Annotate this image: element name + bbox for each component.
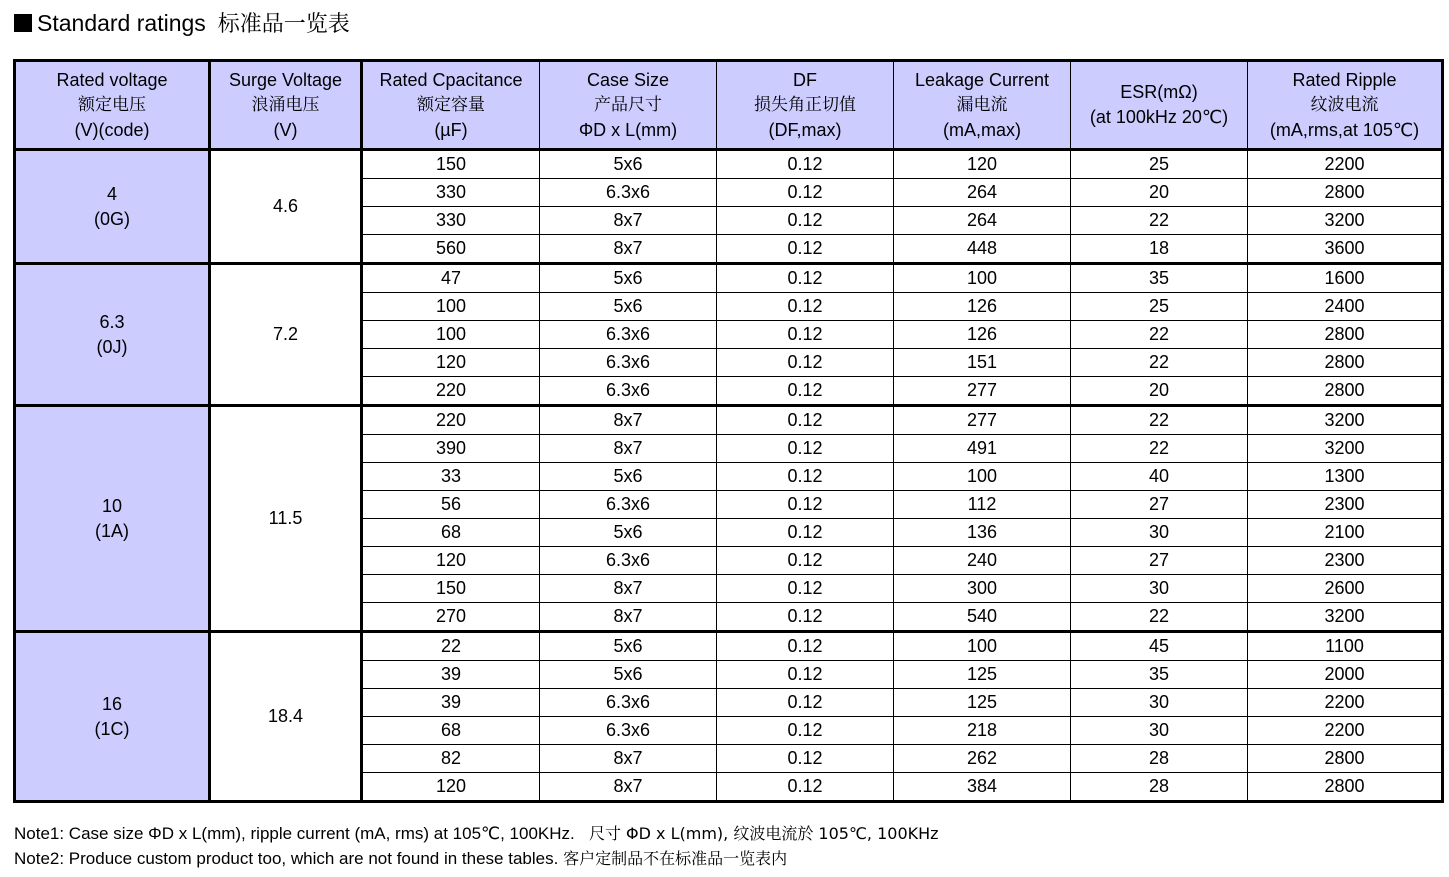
esr-cell: 22 — [1071, 406, 1248, 435]
ripple-cell: 1300 — [1248, 463, 1443, 491]
case-size-cell: 5x6 — [540, 519, 717, 547]
capacitance-cell: 56 — [362, 491, 540, 519]
leakage-cell: 151 — [894, 349, 1071, 377]
capacitance-cell: 68 — [362, 717, 540, 745]
df-cell: 0.12 — [717, 435, 894, 463]
case-size-cell: 8x7 — [540, 435, 717, 463]
ripple-cell: 2800 — [1248, 179, 1443, 207]
capacitance-cell: 220 — [362, 406, 540, 435]
rated-voltage-cell: 16 (1C) — [15, 632, 210, 802]
esr-cell: 35 — [1071, 264, 1248, 293]
ripple-cell: 2100 — [1248, 519, 1443, 547]
leakage-cell: 262 — [894, 745, 1071, 773]
capacitance-cell: 82 — [362, 745, 540, 773]
esr-cell: 18 — [1071, 235, 1248, 264]
surge-voltage-cell: 11.5 — [210, 406, 362, 632]
capacitance-cell: 68 — [362, 519, 540, 547]
ripple-cell: 2200 — [1248, 150, 1443, 179]
header-leakage-current: Leakage Current 漏电流 (mA,max) — [894, 61, 1071, 150]
rated-voltage-cell: 6.3 (0J) — [15, 264, 210, 406]
esr-cell: 25 — [1071, 150, 1248, 179]
leakage-cell: 100 — [894, 463, 1071, 491]
capacitance-cell: 330 — [362, 179, 540, 207]
esr-cell: 30 — [1071, 717, 1248, 745]
rated-voltage-cell: 10 (1A) — [15, 406, 210, 632]
esr-cell: 30 — [1071, 519, 1248, 547]
case-size-cell: 8x7 — [540, 207, 717, 235]
leakage-cell: 100 — [894, 264, 1071, 293]
case-size-cell: 8x7 — [540, 603, 717, 632]
capacitance-cell: 220 — [362, 377, 540, 406]
esr-cell: 45 — [1071, 632, 1248, 661]
capacitance-cell: 33 — [362, 463, 540, 491]
df-cell: 0.12 — [717, 235, 894, 264]
table-header-row — [15, 61, 1443, 150]
capacitance-cell: 100 — [362, 293, 540, 321]
df-cell: 0.12 — [717, 349, 894, 377]
leakage-cell: 218 — [894, 717, 1071, 745]
case-size-cell: 5x6 — [540, 264, 717, 293]
standard-ratings-table — [13, 59, 1444, 803]
leakage-cell: 264 — [894, 207, 1071, 235]
ripple-cell: 3600 — [1248, 235, 1443, 264]
ripple-cell: 1600 — [1248, 264, 1443, 293]
df-cell: 0.12 — [717, 321, 894, 349]
ripple-cell: 2800 — [1248, 349, 1443, 377]
esr-cell: 22 — [1071, 321, 1248, 349]
ripple-cell: 3200 — [1248, 207, 1443, 235]
header-rated-ripple: Rated Ripple 纹波电流 (mA,rms,at 105℃) — [1248, 61, 1443, 150]
df-cell: 0.12 — [717, 406, 894, 435]
df-cell: 0.12 — [717, 519, 894, 547]
esr-cell: 22 — [1071, 435, 1248, 463]
ripple-cell: 2800 — [1248, 745, 1443, 773]
table-row — [15, 150, 1443, 179]
esr-cell: 30 — [1071, 575, 1248, 603]
case-size-cell: 6.3x6 — [540, 547, 717, 575]
capacitance-cell: 120 — [362, 349, 540, 377]
header-rated-voltage: Rated voltage 额定电压 (V)(code) — [15, 61, 210, 150]
leakage-cell: 136 — [894, 519, 1071, 547]
note-2: Note2: Produce custom product too, which are not found in these tables. 客户定制品不在标准品一览表内 — [14, 849, 788, 868]
notes — [14, 821, 939, 871]
esr-cell: 20 — [1071, 377, 1248, 406]
surge-voltage-cell: 18.4 — [210, 632, 362, 802]
case-size-cell: 5x6 — [540, 632, 717, 661]
ripple-cell: 2600 — [1248, 575, 1443, 603]
header-esr: ESR(mΩ) (at 100kHz 20℃) — [1071, 61, 1248, 150]
ripple-cell: 3200 — [1248, 603, 1443, 632]
df-cell: 0.12 — [717, 773, 894, 802]
esr-cell: 22 — [1071, 349, 1248, 377]
capacitance-cell: 120 — [362, 773, 540, 802]
esr-cell: 25 — [1071, 293, 1248, 321]
capacitance-cell: 47 — [362, 264, 540, 293]
case-size-cell: 6.3x6 — [540, 717, 717, 745]
leakage-cell: 126 — [894, 321, 1071, 349]
case-size-cell: 8x7 — [540, 406, 717, 435]
esr-cell: 22 — [1071, 207, 1248, 235]
surge-voltage-cell: 4.6 — [210, 150, 362, 264]
page-title — [14, 6, 350, 40]
capacitance-cell: 100 — [362, 321, 540, 349]
case-size-cell: 6.3x6 — [540, 179, 717, 207]
df-cell: 0.12 — [717, 689, 894, 717]
leakage-cell: 540 — [894, 603, 1071, 632]
ripple-cell: 2300 — [1248, 491, 1443, 519]
esr-cell: 28 — [1071, 773, 1248, 802]
esr-cell: 22 — [1071, 603, 1248, 632]
df-cell: 0.12 — [717, 632, 894, 661]
capacitance-cell: 390 — [362, 435, 540, 463]
esr-cell: 40 — [1071, 463, 1248, 491]
header-case-size: Case Size 产品尺寸 ΦD x L(mm) — [540, 61, 717, 150]
leakage-cell: 448 — [894, 235, 1071, 264]
capacitance-cell: 270 — [362, 603, 540, 632]
leakage-cell: 300 — [894, 575, 1071, 603]
leakage-cell: 277 — [894, 406, 1071, 435]
esr-cell: 20 — [1071, 179, 1248, 207]
table-row — [15, 406, 1443, 435]
leakage-cell: 277 — [894, 377, 1071, 406]
df-cell: 0.12 — [717, 463, 894, 491]
leakage-cell: 384 — [894, 773, 1071, 802]
ripple-cell: 2800 — [1248, 321, 1443, 349]
df-cell: 0.12 — [717, 264, 894, 293]
case-size-cell: 6.3x6 — [540, 321, 717, 349]
df-cell: 0.12 — [717, 491, 894, 519]
case-size-cell: 5x6 — [540, 661, 717, 689]
df-cell: 0.12 — [717, 717, 894, 745]
df-cell: 0.12 — [717, 179, 894, 207]
header-rated-capacitance: Rated Cpacitance 额定容量 (µF) — [362, 61, 540, 150]
case-size-cell: 5x6 — [540, 463, 717, 491]
df-cell: 0.12 — [717, 150, 894, 179]
ripple-cell: 1100 — [1248, 632, 1443, 661]
ripple-cell: 2000 — [1248, 661, 1443, 689]
case-size-cell: 6.3x6 — [540, 689, 717, 717]
esr-cell: 27 — [1071, 491, 1248, 519]
leakage-cell: 125 — [894, 661, 1071, 689]
df-cell: 0.12 — [717, 377, 894, 406]
df-cell: 0.12 — [717, 547, 894, 575]
case-size-cell: 6.3x6 — [540, 349, 717, 377]
df-cell: 0.12 — [717, 575, 894, 603]
capacitance-cell: 39 — [362, 689, 540, 717]
case-size-cell: 8x7 — [540, 235, 717, 264]
capacitance-cell: 150 — [362, 150, 540, 179]
df-cell: 0.12 — [717, 745, 894, 773]
leakage-cell: 100 — [894, 632, 1071, 661]
title-english: Standard ratings — [37, 10, 206, 36]
case-size-cell: 5x6 — [540, 293, 717, 321]
capacitance-cell: 560 — [362, 235, 540, 264]
header-surge-voltage: Surge Voltage 浪涌电压 (V) — [210, 61, 362, 150]
df-cell: 0.12 — [717, 603, 894, 632]
leakage-cell: 240 — [894, 547, 1071, 575]
ripple-cell: 3200 — [1248, 435, 1443, 463]
surge-voltage-cell: 7.2 — [210, 264, 362, 406]
ripple-cell: 3200 — [1248, 406, 1443, 435]
leakage-cell: 120 — [894, 150, 1071, 179]
ripple-cell: 2300 — [1248, 547, 1443, 575]
leakage-cell: 491 — [894, 435, 1071, 463]
capacitance-cell: 39 — [362, 661, 540, 689]
header-df: DF 损失角正切值 (DF,max) — [717, 61, 894, 150]
capacitance-cell: 150 — [362, 575, 540, 603]
leakage-cell: 126 — [894, 293, 1071, 321]
ripple-cell: 2200 — [1248, 717, 1443, 745]
leakage-cell: 264 — [894, 179, 1071, 207]
table-row — [15, 264, 1443, 293]
black-square-icon — [14, 14, 32, 32]
capacitance-cell: 120 — [362, 547, 540, 575]
esr-cell: 30 — [1071, 689, 1248, 717]
case-size-cell: 8x7 — [540, 575, 717, 603]
case-size-cell: 5x6 — [540, 150, 717, 179]
leakage-cell: 112 — [894, 491, 1071, 519]
rated-voltage-cell: 4 (0G) — [15, 150, 210, 264]
leakage-cell: 125 — [894, 689, 1071, 717]
ripple-cell: 2800 — [1248, 377, 1443, 406]
esr-cell: 28 — [1071, 745, 1248, 773]
df-cell: 0.12 — [717, 661, 894, 689]
case-size-cell: 6.3x6 — [540, 491, 717, 519]
table-body — [15, 150, 1443, 802]
case-size-cell: 8x7 — [540, 745, 717, 773]
df-cell: 0.12 — [717, 293, 894, 321]
table-row — [15, 632, 1443, 661]
ripple-cell: 2800 — [1248, 773, 1443, 802]
ripple-cell: 2200 — [1248, 689, 1443, 717]
note-1: Note1: Case size ΦD x L(mm), ripple current (mA, rms) at 105℃, 100KHz. 尺寸 ΦD x L(mm), 纹波电流於 105℃, 100KHz — [14, 824, 939, 843]
capacitance-cell: 330 — [362, 207, 540, 235]
case-size-cell: 8x7 — [540, 773, 717, 802]
capacitance-cell: 22 — [362, 632, 540, 661]
title-chinese: 标准品一览表 — [217, 12, 350, 37]
df-cell: 0.12 — [717, 207, 894, 235]
case-size-cell: 6.3x6 — [540, 377, 717, 406]
ripple-cell: 2400 — [1248, 293, 1443, 321]
esr-cell: 27 — [1071, 547, 1248, 575]
esr-cell: 35 — [1071, 661, 1248, 689]
